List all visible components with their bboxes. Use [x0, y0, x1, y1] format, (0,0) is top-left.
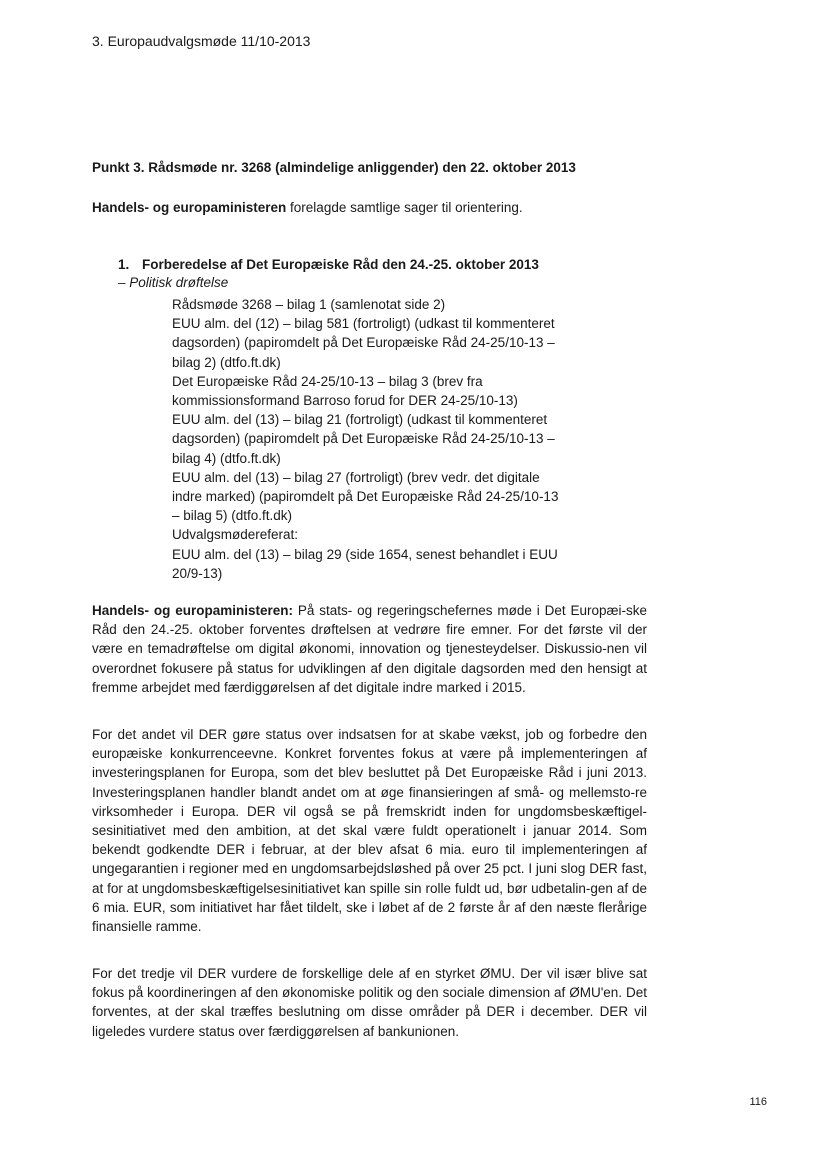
reference-line: Udvalgsmødereferat:: [172, 527, 299, 543]
agenda-item-subtitle: – Politisk drøftelse: [118, 275, 229, 290]
intro-speaker: Handels- og europaministeren: [92, 200, 287, 215]
reference-line: Rådsmøde 3268 – bilag 1 (samlenotat side 2): [172, 297, 446, 312]
reference-line: EUU alm. del (13) – bilag 21 (fortroligt) (udkast til kommenteret: [172, 412, 548, 428]
agenda-item-title-text: Forberedelse af Det Europæiske Råd den 24.-25. oktober 2013: [142, 257, 539, 272]
page-header: 3. Europaudvalgsmøde 11/10-2013: [92, 33, 311, 49]
reference-line: – bilag 5) (dtfo.ft.dk): [172, 508, 293, 524]
intro-text: forelagde samtlige sager til orientering.: [286, 200, 523, 215]
section-heading: Punkt 3. Rådsmøde nr. 3268 (almindelige anliggender) den 22. oktober 2013: [92, 160, 576, 175]
reference-line: EUU alm. del (13) – bilag 29 (side 1654, senest behandlet i EUU: [172, 546, 558, 562]
page-number: 116: [749, 1096, 767, 1108]
reference-line: EUU alm. del (12) – bilag 581 (fortroligt) (udkast til kommenteret: [172, 316, 555, 332]
agenda-item-number: 1.: [118, 257, 130, 272]
paragraph-3: For det tredje vil DER vurdere de forskellige dele af en styrket ØMU. Der vil især blive sat fokus på koordineringen af den økonomiske politik og den sociale dimension af ØMU'en. Det forventes, at der skal træffes beslutning om disse områder på DER i december. DER vil ligeledes vurdere status over færdiggørelsen af bankunionen.: [92, 966, 647, 1039]
paragraph-speaker: Handels- og europaministeren:: [92, 603, 293, 618]
reference-line: dagsorden) (papiromdelt på Det Europæiske Råd 24-25/10-13 –: [172, 431, 555, 447]
reference-line: 20/9-13): [172, 565, 223, 581]
reference-line: Det Europæiske Råd 24-25/10-13 – bilag 3 (brev fra: [172, 373, 483, 389]
intro-line: [92, 200, 523, 215]
paragraph-1: [92, 601, 647, 697]
reference-line: EUU alm. del (13) – bilag 27 (fortroligt) (brev vedr. det digitale: [172, 469, 540, 485]
reference-line: kommissionsformand Barroso forud for DER 24-25/10-13): [172, 393, 518, 409]
paragraph-1-text: På stats- og regeringschefernes møde i Det Europæi-ske Råd den 24.-25. oktober forventes drøftelsen at vedrøre fire emner. For det første vil der være en temadrøftelse om digital økonomi, innovation og tjenesteydelser. Diskussio-nen vil overordnet fokusere på status for udviklingen af den digitale dagsorden med den hensigt at fremme arbejdet med færdiggørelsen af det digitale indre marked i 2015.: [92, 603, 647, 695]
reference-line: dagsorden) (papiromdelt på Det Europæiske Råd 24-25/10-13 –: [172, 335, 555, 351]
paragraph-2: For det andet vil DER gøre status over indsatsen for at skabe vækst, job og forbedre den europæiske konkurrenceevne. Konkret forventes fokus at være på implementeringen af investeringsplanen for Europa, som det blev besluttet på Det Europæiske Råd i juni 2013. Investeringsplanen handler blandt andet om at øge finansieringen af små- og mellemsto-re virksomheder i Europa. DER vil også se på fremskridt inden for ungdomsbeskæftigel-sesinitiativet med den ambition, at det skal være fuldt operationelt i januar 2014. Som bekendt godkendte DER i februar, at der blev afsat 6 mia. euro til implementeringen af ungegarantien i regioner med en ungdomsarbejdsløshed på over 25 pct. I juni slog DER fast, at for at ungdomsbeskæftigelsesinitiativet kan spille sin rolle fuldt ud, bør udbetalin-gen af de 6 mia. EUR, som initiativet har fået tildelt, ske i løbet af de 2 første år af den næste flerårige finansielle ramme.: [92, 727, 647, 935]
reference-line: indre marked) (papiromdelt på Det Europæiske Råd 24-25/10-13: [172, 489, 559, 505]
reference-line: bilag 2) (dtfo.ft.dk): [172, 354, 281, 370]
reference-list: [172, 295, 612, 583]
agenda-item-title: [118, 257, 539, 272]
reference-line: bilag 4) (dtfo.ft.dk): [172, 450, 281, 466]
